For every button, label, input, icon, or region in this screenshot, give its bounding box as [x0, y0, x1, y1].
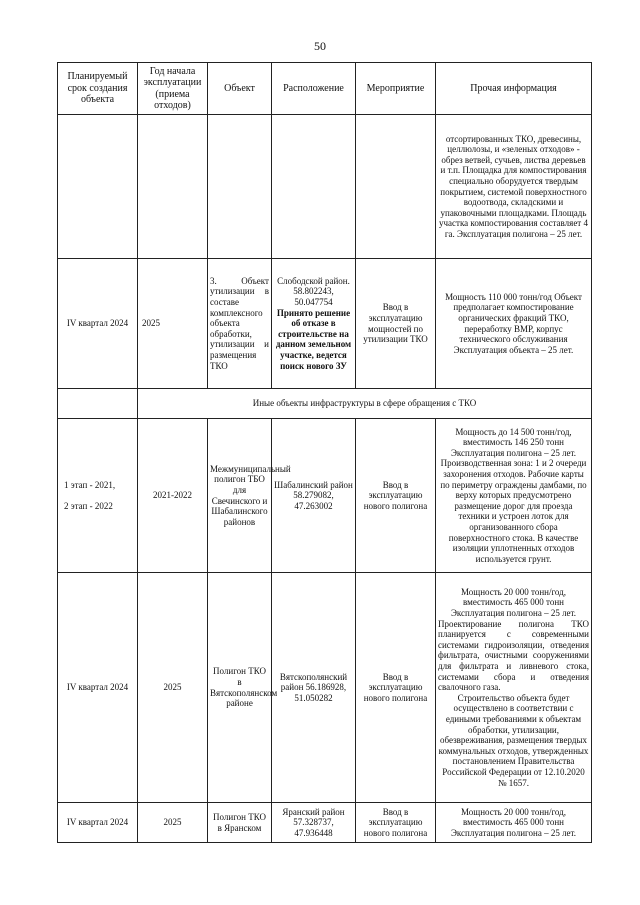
waste-objects-table [57, 62, 592, 843]
header-info: Прочая информация [436, 63, 592, 115]
period-stage-1: 1 этап - 2021, [64, 479, 116, 490]
location-coordinates: Слободской район. 58.802243, 50.047754 [277, 275, 350, 308]
cell-location: Шабалинский район 58.279082, 47.263002 [272, 419, 356, 573]
info-design: Проектирование полигона ТКО планируется с современными системами гидроизоляции, отведения фильтрата, очистными сооружениями для фильтрата и ливневого стока, системами сбора и отведения свалочного газа. [438, 618, 589, 693]
cell-object: Полигон ТКО в Яранском [208, 803, 272, 843]
header-measure: Мероприятие [356, 63, 436, 115]
cell-period: IV квартал 2024 [58, 803, 138, 843]
cell-info: Мощность 110 000 тонн/год Объект предполагает компостирование органических фракций ТКО, переработку ВМР, корпус технического обслуживания Эксплуатация объекта – 25 лет. [436, 259, 592, 389]
cell-period [58, 419, 138, 573]
cell-period: IV квартал 2024 [58, 259, 138, 389]
page-number: 50 [314, 39, 326, 53]
cell-object: Полигон ТКО в Вятскополянском районе [208, 573, 272, 803]
header-period: Планируемый срок создания объекта [58, 63, 138, 115]
cell-location: Вятскополянский район 56.186928, 51.050282 [272, 573, 356, 803]
table-row [58, 419, 592, 573]
cell-info [436, 573, 592, 803]
table-row [58, 259, 592, 389]
table-row [58, 803, 592, 843]
header-year: Год начала эксплуатации (приема отходов) [138, 63, 208, 115]
cell-year [138, 115, 208, 259]
location-note: Принято решение об отказе в строительстве на данном земельном участке, ведется поиск нового ЗУ [275, 307, 352, 371]
cell-measure: Ввод в эксплуатацию нового полигона [356, 573, 436, 803]
cell-object: Межмуниципальный полигон ТБО для Свечинского и Шабалинского районов [208, 419, 272, 573]
section-blank-cell [58, 389, 138, 419]
cell-info: Мощность до 14 500 тонн/год, вместимость 146 250 тонн Эксплуатация полигона – 25 лет. Производственная зона: 1 и 2 очереди захоронения отходов. Рабочие карты по периметру ограждены дамбами, по верху которых предусмотрено размещение дорог для проезда техники и устроен лоток для организованного сбора поверхностного стока. В качестве изоляции уплотненных отходов используется грунт. [436, 419, 592, 573]
cell-year: 2021-2022 [138, 419, 208, 573]
cell-location [272, 115, 356, 259]
table-row [58, 115, 592, 259]
table-row [58, 573, 592, 803]
cell-year: 2025 [138, 573, 208, 803]
info-construction: Строительство объекта будет осуществлено в соответствии с едиными требованиями к объектам обработки, утилизации, обезвреживания, размещения твердых коммунальных отходов, утвержденных постановлением Правительства Российской Федерации от 12.10.2020 № 1657. [438, 692, 589, 788]
cell-location [272, 259, 356, 389]
section-title: Иные объекты инфраструктуры в сфере обращения с ТКО [138, 389, 592, 419]
cell-measure: Ввод в эксплуатацию нового полигона [356, 803, 436, 843]
cell-object [208, 115, 272, 259]
cell-measure: Ввод в эксплуатацию нового полигона [356, 419, 436, 573]
table-header-row [58, 63, 592, 115]
cell-object: 3. Объект утилизации в составе комплексного объекта обработки, утилизации и размещения ТКО [208, 259, 272, 389]
cell-year: 2025 [138, 803, 208, 843]
cell-year: 2025 [138, 259, 208, 389]
cell-period: IV квартал 2024 [58, 573, 138, 803]
section-row [58, 389, 592, 419]
header-location: Расположение [272, 63, 356, 115]
cell-measure: Ввод в эксплуатацию мощностей по утилизации ТКО [356, 259, 436, 389]
cell-period [58, 115, 138, 259]
info-capacity: Мощность 20 000 тонн/год, вместимость 465 000 тонн Эксплуатация полигона – 25 лет. [450, 586, 577, 619]
cell-measure [356, 115, 436, 259]
cell-info: отсортированных ТКО, древесины, целлюлозы, и «зеленых отходов» - обрез ветвей, сучьев, листва деревьев и т.п. Площадка для компостирования специально оборудуется твердым покрытием, системой поверхностного водоотвода, складскими и упаковочными площадками. Площадь участка компостирования составляет 4 га. Эксплуатация полигона – 25 лет. [436, 115, 592, 259]
cell-info: Мощность 20 000 тонн/год, вместимость 465 000 тонн Эксплуатация полигона – 25 лет. [436, 803, 592, 843]
header-object: Объект [208, 63, 272, 115]
cell-location: Яранский район 57.328737, 47.936448 [272, 803, 356, 843]
period-stage-2: 2 этап - 2022 [64, 500, 113, 511]
